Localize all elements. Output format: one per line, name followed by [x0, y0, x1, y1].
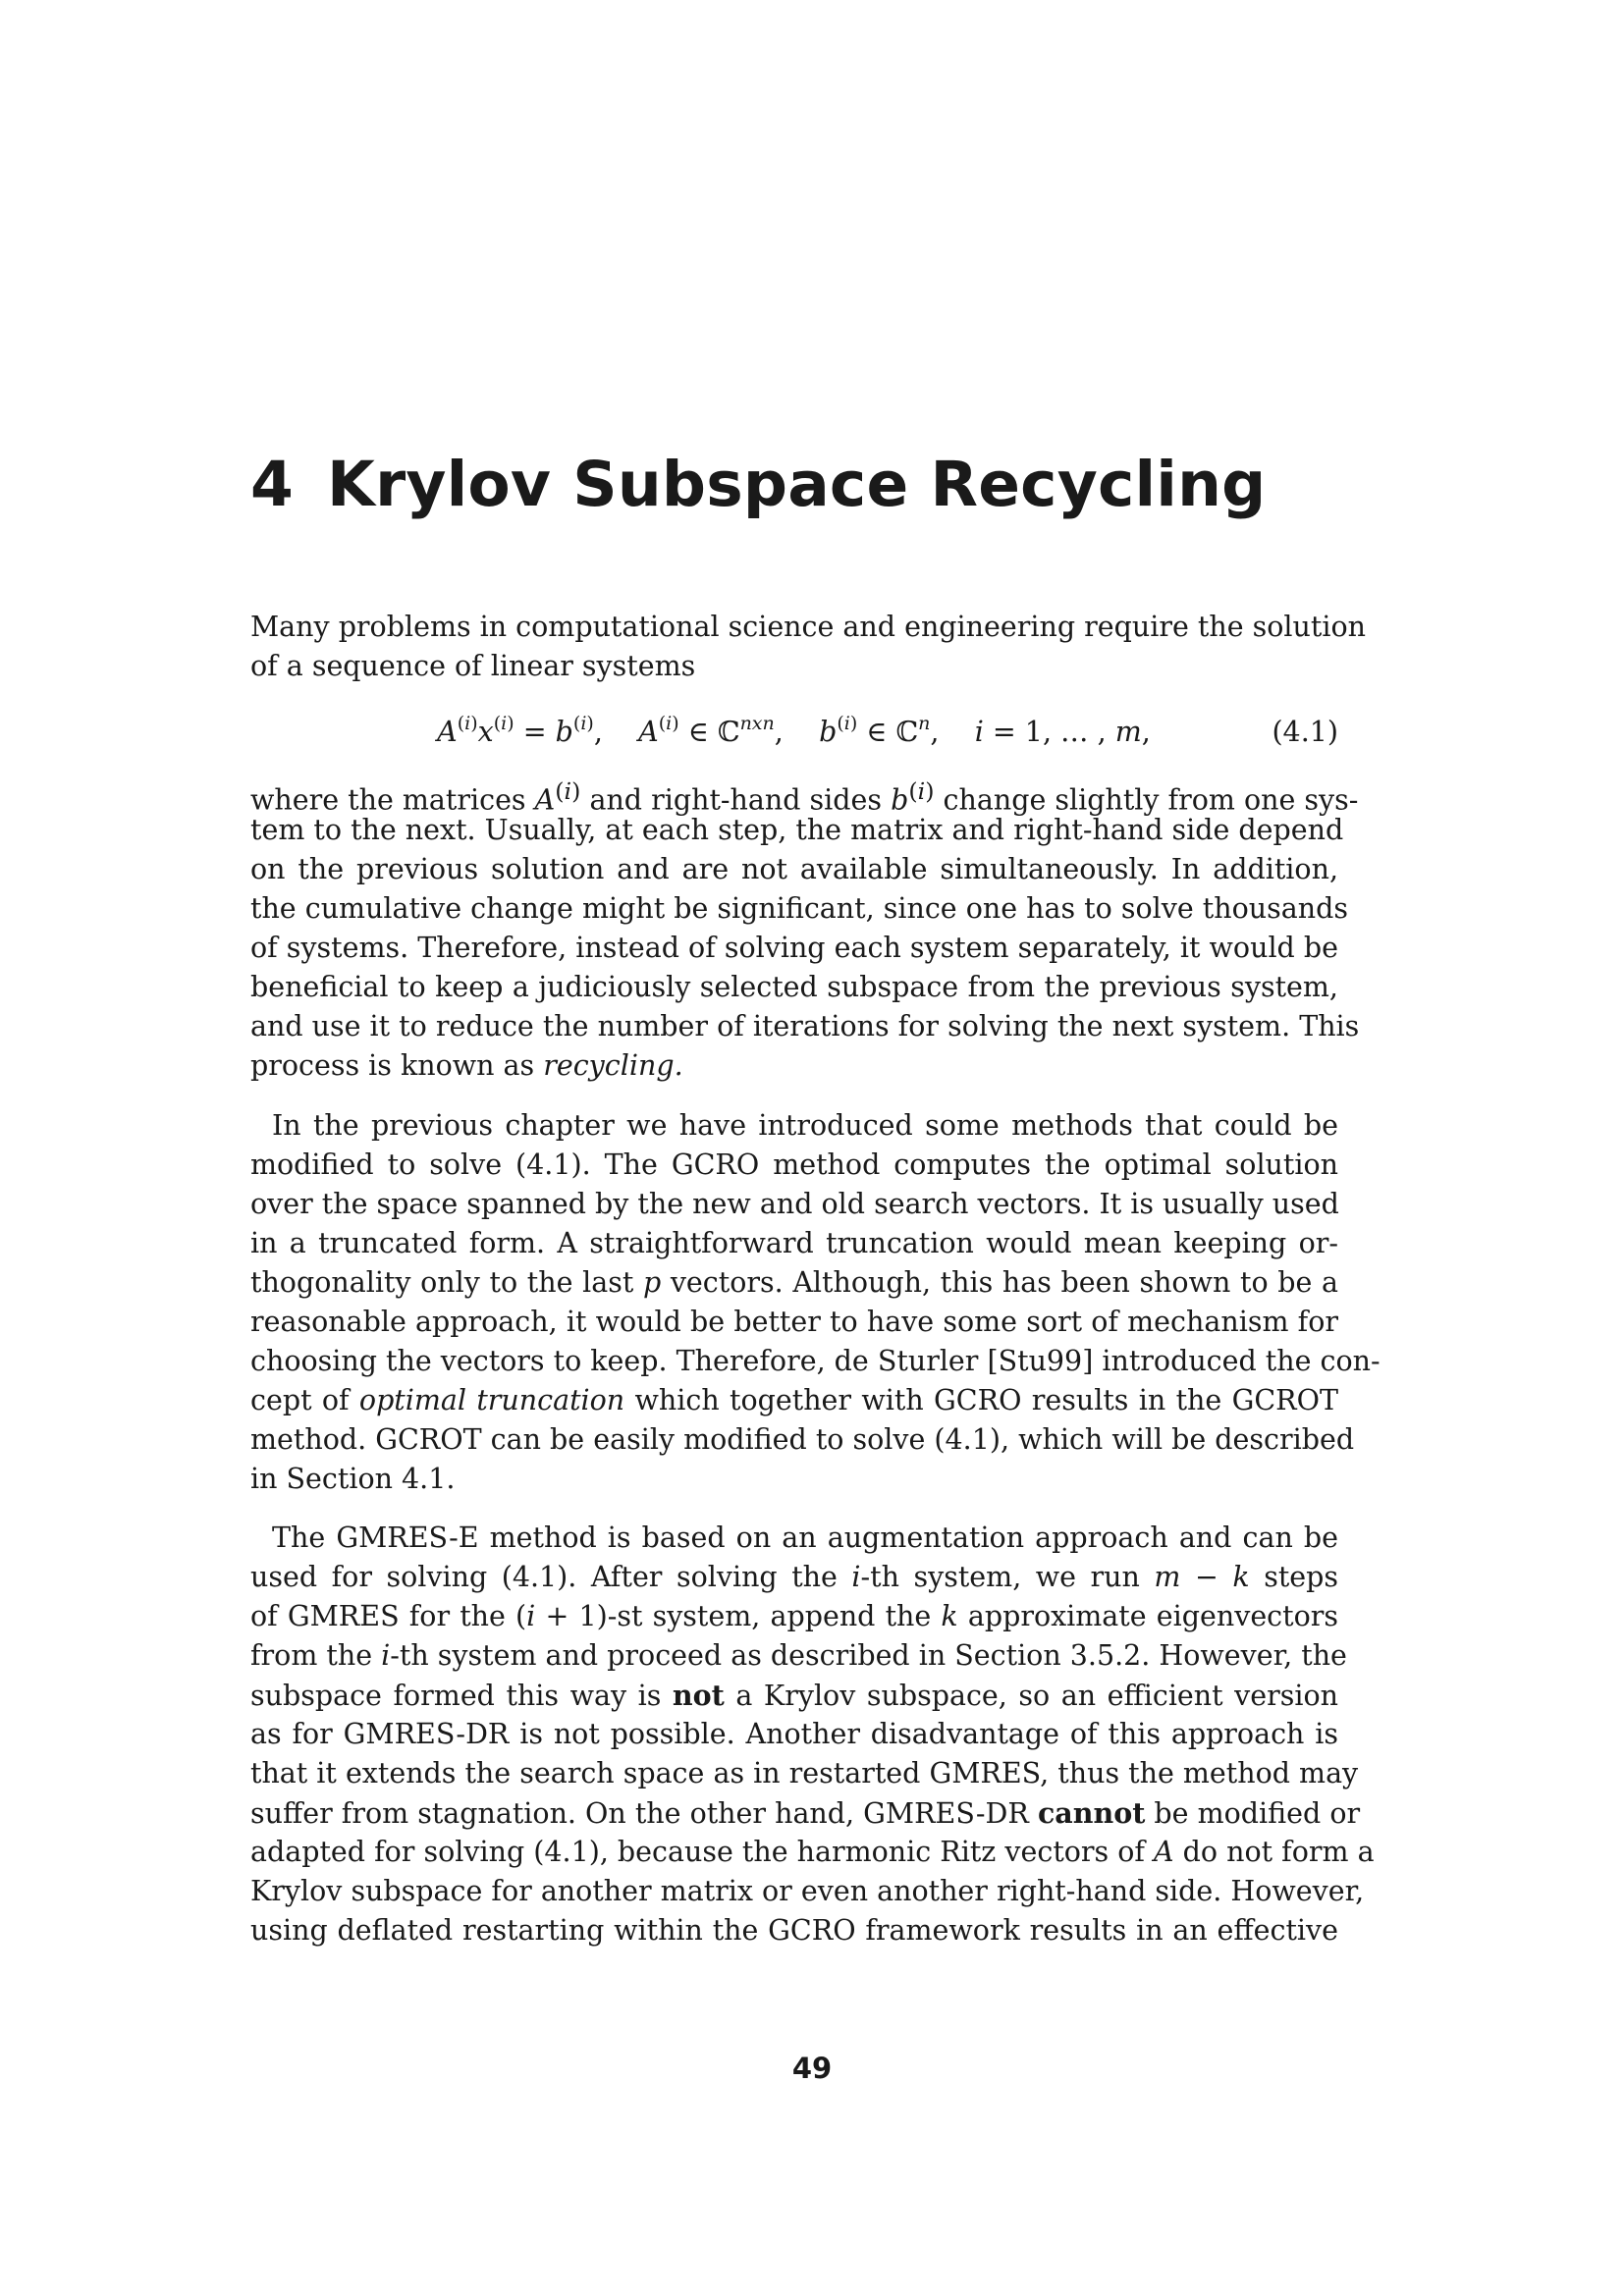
text-line: in a truncated form. A straightforward truncation would mean keeping or-	[250, 1227, 1338, 1259]
text-line: from the i-th system and proceed as described in Section 3.5.2. However, the	[250, 1639, 1347, 1672]
text-line: cept of optimal truncation which together with GCRO results in the GCROT	[250, 1384, 1338, 1416]
equation-body: $A^{(i)}x^{(i)} = b^{(i)}$, $A^{(i)}$ ∈ ℂ$^{nxn}$, $b^{(i)}$ ∈ ℂ$^n$, i = 1, … , m,	[437, 713, 1151, 748]
text-line: reasonable approach, it would be better to have some sort of mechanism for	[250, 1306, 1338, 1338]
text-line: modified to solve (4.1). The GCRO method computes the optimal solution	[250, 1148, 1338, 1181]
text-line: on the previous solution and are not available simultaneously. In addition,	[250, 853, 1338, 885]
text-line: beneficial to keep a judiciously selected subspace from the previous system,	[250, 971, 1338, 1003]
text-line: used for solving (4.1). After solving the i-th system, we run m − k steps	[250, 1561, 1339, 1593]
text-line: The GMRES-E method is based on an augmentation approach and can be	[272, 1522, 1338, 1554]
chapter-title-text: Krylov Subspace Recycling	[327, 449, 1267, 520]
text-line: of a sequence of linear systems	[250, 650, 696, 682]
text-line: over the space spanned by the new and old search vectors. It is usually used	[250, 1188, 1339, 1220]
text-line: In the previous chapter we have introduced some methods that could be	[272, 1109, 1338, 1142]
text-line: method. GCROT can be easily modified to solve (4.1), which will be described	[250, 1423, 1355, 1456]
text-line: of GMRES for the (i + 1)-st system, append the k approximate eigenvectors	[250, 1600, 1339, 1632]
text-line: adapted for solving (4.1), because the harmonic Ritz vectors of A do not form a	[250, 1836, 1375, 1868]
chapter-title	[250, 449, 1267, 520]
text-line: subspace formed this way is not a Krylov subspace, so an efficient version	[250, 1679, 1338, 1712]
text-line: using deflated restarting within the GCRO framework results in an effective	[250, 1914, 1338, 1947]
text-line: choosing the vectors to keep. Therefore, de Sturler [Stu99] introduced the con-	[250, 1345, 1380, 1377]
page-number: 49	[791, 2052, 833, 2085]
text-line: tem to the next. Usually, at each step, the matrix and right-hand side depend	[250, 814, 1344, 846]
text-line: and use it to reduce the number of iterations for solving the next system. This	[250, 1010, 1360, 1042]
chapter-number: 4	[250, 449, 295, 520]
text-line: where the matrices $A^{(i)}$ and right-hand sides $b^{(i)}$ change slightly from one sys-	[250, 777, 1359, 817]
text-line: of systems. Therefore, instead of solving each system separately, it would be	[250, 932, 1338, 964]
text-line: Many problems in computational science and engineering require the solution	[250, 611, 1366, 643]
text-line: thogonality only to the last p vectors. Although, this has been shown to be a	[250, 1266, 1338, 1299]
text-line: suffer from stagnation. On the other hand, GMRES-DR cannot be modified or	[250, 1796, 1361, 1830]
equation-number: (4.1)	[1272, 716, 1338, 748]
text-line: in Section 4.1.	[250, 1463, 456, 1495]
text-line: that it extends the search space as in restarted GMRES, thus the method may	[250, 1757, 1359, 1789]
text-line: as for GMRES-DR is not possible. Another disadvantage of this approach is	[250, 1718, 1338, 1750]
text-line: the cumulative change might be significant, since one has to solve thousands	[250, 892, 1348, 925]
display-equation	[250, 711, 1338, 754]
text-line: process is known as recycling.	[250, 1049, 683, 1082]
text-line: Krylov subspace for another matrix or even another right-hand side. However,	[250, 1875, 1365, 1907]
